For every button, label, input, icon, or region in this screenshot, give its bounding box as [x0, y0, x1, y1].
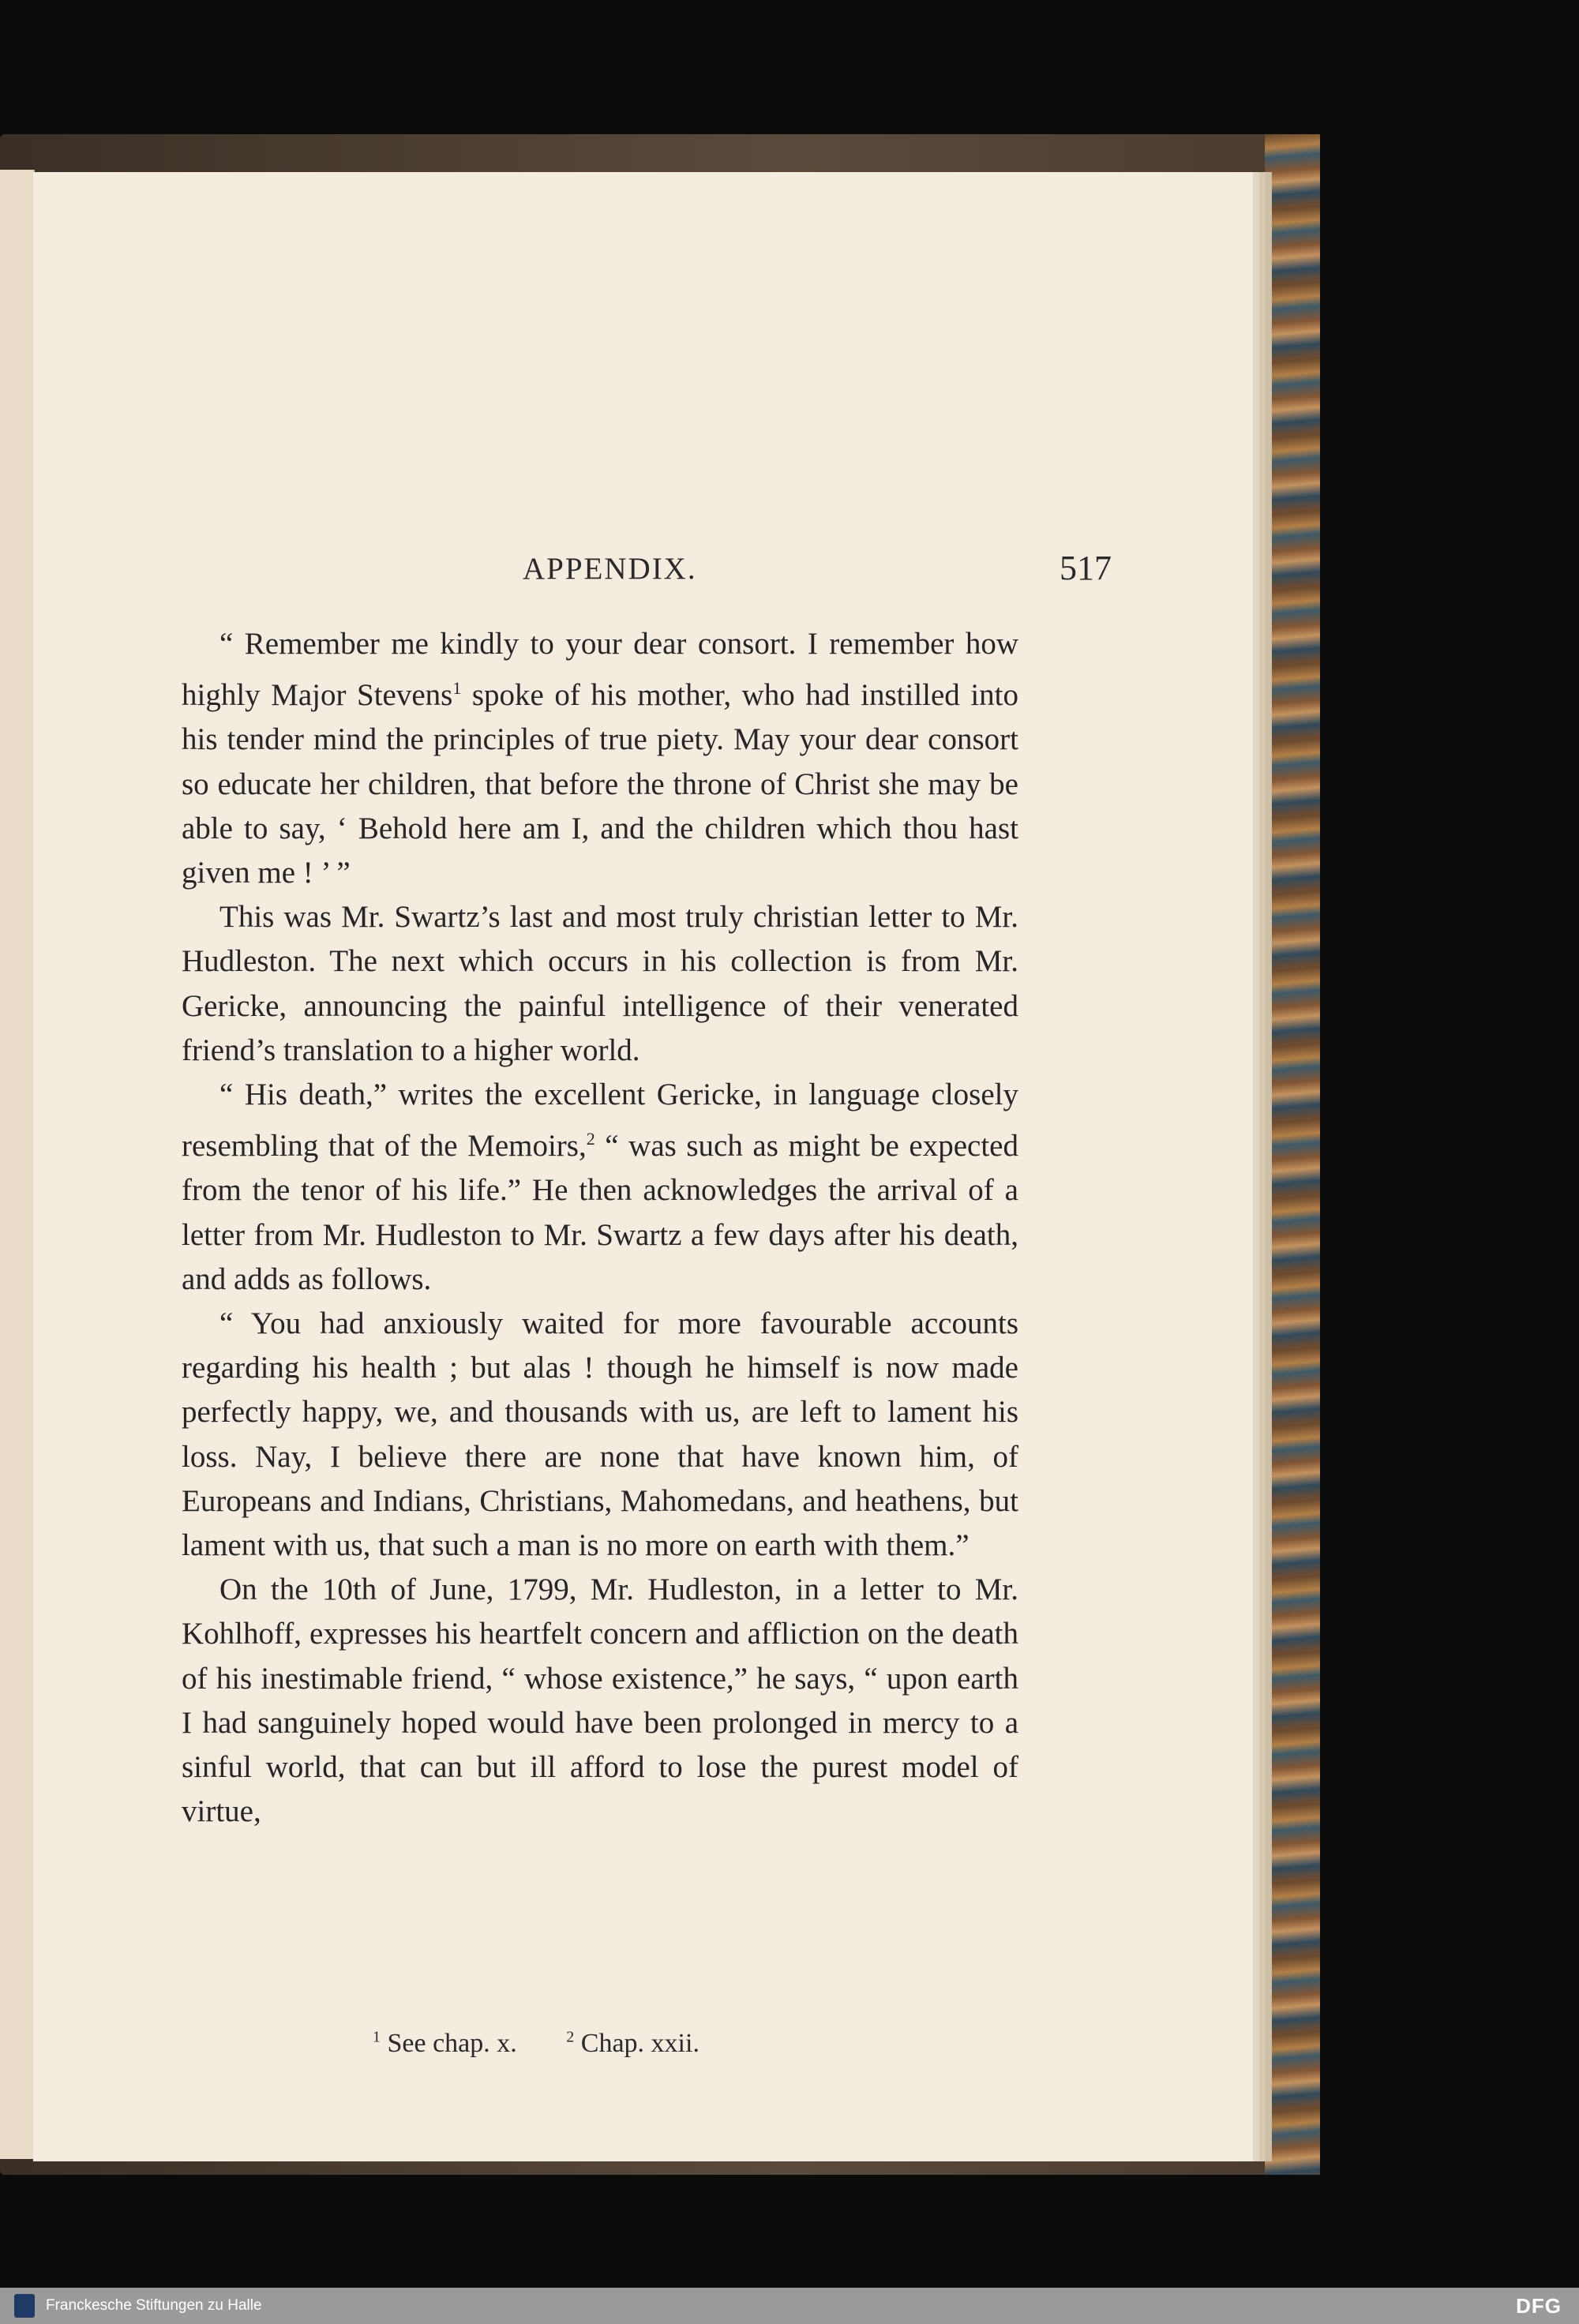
footnote-text: Chap. xxii.: [574, 2029, 699, 2059]
paragraph-text: “ Remember me kindly to your dear consort. I remember how highly Major Stevens: [182, 627, 1018, 713]
footnote: [373, 2029, 517, 2058]
footnote-mark: 1: [373, 2029, 381, 2046]
paragraph: “ You had anxiously waited for more favourable accounts regarding his health ; but alas ! though he himself is now made perfectly happy, we, and thousands with us, are left to lament his loss. Nay, I believe there are none that have known him, of Europeans and Indians, Christians, Mahomedans, and heathens, but lament with us, that such a man is no more on earth with them.”: [182, 1306, 1018, 1563]
paragraph: [182, 622, 1018, 895]
footnote: [566, 2029, 699, 2058]
dfg-logo[interactable]: DFG: [1516, 2294, 1562, 2318]
book-page: [33, 172, 1253, 2161]
paragraph-text: “ was such as might be expected from the tenor of his life.” He then acknowledges the arrival of a letter from Mr. Hudleston to Mr. Swartz a few days after his death, and adds as follows.: [182, 1129, 1018, 1296]
footnote-ref: 1: [452, 678, 462, 699]
marbled-edge: [1265, 134, 1320, 2175]
paragraph: On the 10th of June, 1799, Mr. Hudleston, in a letter to Mr. Kohlhoff, expresses his heartfelt concern and affliction on the death of his inestimable friend, “ whose existence,” he says, “ upon earth I had sanguinely hoped would have been prolonged in mercy to a sinful world, that can but ill afford to lose the purest model of virtue,: [182, 1572, 1018, 1829]
running-head: APPENDIX.: [523, 552, 697, 586]
institution-logo-icon: [14, 2294, 35, 2318]
paragraph-text: spoke of his mother, who had instilled into his tender mind the principles of true piety. May your dear consort so educate her children, that before the throne of Christ she may be able to say, ‘ Behold here am I, and the children which thou hast given me ! ’ ”: [182, 678, 1018, 890]
footnote-mark: 2: [566, 2029, 575, 2046]
footer-strip: [0, 2288, 1579, 2324]
body-text: [182, 622, 1018, 1834]
paragraph: [182, 1073, 1018, 1302]
page-number: 517: [1060, 549, 1112, 587]
footnote-text: See chap. x.: [381, 2029, 517, 2059]
page-header: [33, 551, 1253, 598]
facing-page-edge: [0, 170, 35, 2159]
paragraph: This was Mr. Swartz’s last and most truly christian letter to Mr. Hudleston. The next which occurs in his collection is from Mr. Gericke, announcing the painful intelligence of their venerated friend’s translation to a higher world.: [182, 900, 1018, 1067]
footnotes: [373, 2029, 742, 2059]
footnote-ref: 2: [586, 1129, 595, 1149]
paragraph-text: “ His death,” writes the excellent Gericke, in language closely resembling that of the Memoirs,: [182, 1078, 1018, 1164]
institution-name[interactable]: Franckesche Stiftungen zu Halle: [46, 2297, 262, 2314]
